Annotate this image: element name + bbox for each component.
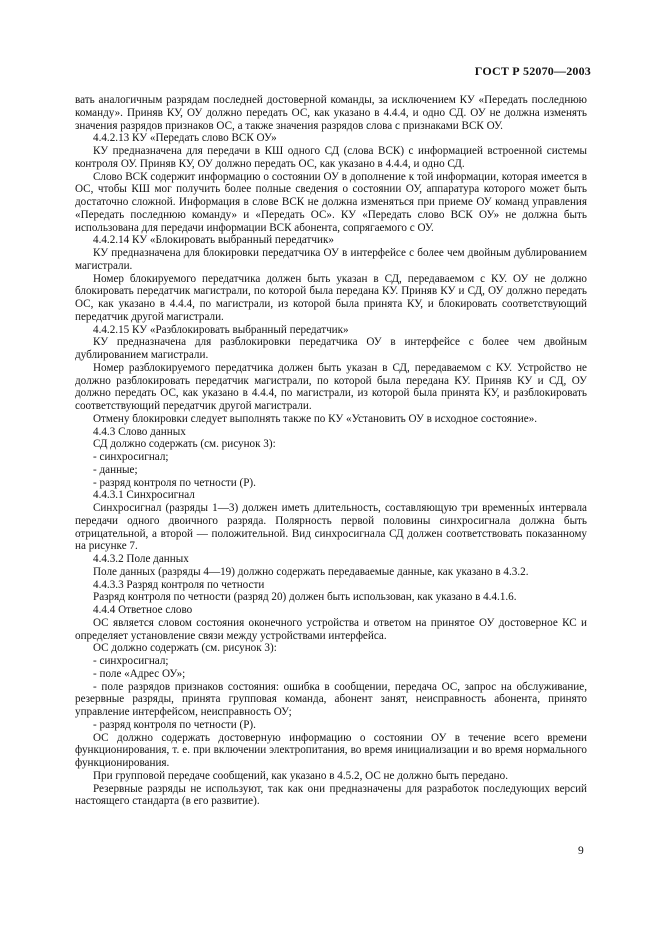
section-heading: 4.4.3.1 Синхросигнал <box>93 489 195 502</box>
list-item: - синхросигнал; <box>93 655 169 667</box>
paragraph: Синхросигнал (разряды 1—3) должен иметь длительность, составляющую три временны́х интервала передачи одного двоичного разряда. Полярность первой половины синхросигнала должна быть отрицательной, а второй — положительной. Вид синхросигнала СД должен соответствовать показанному на рисунке 7. <box>75 502 587 553</box>
section-heading: 4.4.2.14 КУ «Блокировать выбранный передатчик» <box>93 234 334 247</box>
page-number: 9 <box>578 845 584 857</box>
section-heading: 4.4.2.13 КУ «Передать слово ВСК ОУ» <box>93 132 277 145</box>
section-heading: 4.4.3.2 Поле данных <box>93 553 189 565</box>
paragraph: Резервные разряды не используют, так как они предназначены для разработок последующих версий настоящего стандарта (в его развитие). <box>75 782 587 808</box>
list-item: - поле разрядов признаков состояния: ошибка в сообщении, передача ОС, запрос на обслуживание, резервные разряды, принята групповая команда, абонент занят, неисправность абонента, принято управление интерфейсом, неисправность ОУ; <box>75 680 587 718</box>
paragraph: Номер разблокируемого передатчика должен быть указан в СД, передаваемом с КУ. Устройство не должно разблокировать передатчик магистрали, по которой была передана КУ. Приняв КУ и СД, ОУ должно передать ОС, как указано в 4.4.4, по магистрали, из которой была принята КУ, и разблокировать соответствующий передатчик другой магистрали. <box>75 361 587 412</box>
paragraph: Слово ВСК содержит информацию о состоянии ОУ в дополнение к той информации, которая имеется в ОС, чтобы КШ мог получить более полные сведения о состоянии ОУ, аппаратура которого может быть достаточно сложной. Информация в слове ВСК не должна изменяться при приеме ОУ команд управления «Передать последнюю команду» и «Передать ОС». КУ «Передать слово ВСК ОУ» не должна быть использована для передачи информации ВСК абонента, сопрягаемого с ОУ. <box>75 170 587 234</box>
section-heading: 4.4.2.15 КУ «Разблокировать выбранный передатчик» <box>93 323 349 336</box>
paragraph: Отмену блокировки следует выполнять также по КУ «Установить ОУ в исходное состояние». <box>93 412 538 425</box>
document-header: ГОСТ Р 52070—2003 <box>474 64 591 78</box>
paragraph: СД должно содержать (см. рисунок 3): <box>93 438 276 451</box>
paragraph: Номер блокируемого передатчика должен быть указан в СД, передаваемом с КУ. ОУ не должно блокировать передатчик магистрали, по которой была передана КУ. Приняв КУ и СД, ОУ должно передать ОС, как указано в 4.4.4, по магистрали, из которой была принята КУ, и блокировать соответствующий передатчик другой магистрали. <box>75 272 587 323</box>
paragraph: Поле данных (разряды 4—19) должно содержать передаваемые данные, как указано в 4.3.2. <box>93 565 529 578</box>
section-heading: 4.4.4 Ответное слово <box>93 604 193 616</box>
paragraph: КУ предназначена для разблокировки передатчика ОУ в интерфейсе с более чем двойным дублированием магистрали. <box>75 336 587 361</box>
paragraph: ОС должно содержать достоверную информацию о состоянии ОУ в течение всего времени функционирования, т. е. при включении электропитания, во время инициализации и во время нормального функционирования. <box>75 731 587 769</box>
paragraph: КУ предназначена для блокировки передатчика ОУ в интерфейсе с более чем двойным дублированием магистрали. <box>75 247 587 272</box>
list-item: - данные; <box>93 463 138 476</box>
list-item: - синхросигнал; <box>93 451 169 463</box>
section-heading: 4.4.3.3 Разряд контроля по четности <box>93 578 265 591</box>
list-item: - разряд контроля по четности (Р). <box>93 718 256 731</box>
paragraph: КУ предназначена для передачи в КШ одного СД (слова ВСК) с информацией встроенной системы контроля ОУ. Приняв КУ, ОУ должно передать ОС, как указано в 4.4.4, и одно СД. <box>75 145 587 170</box>
list-item: - разряд контроля по четности (Р). <box>93 476 256 489</box>
paragraph: ОС должно содержать (см. рисунок 3): <box>93 642 277 655</box>
paragraph: При групповой передаче сообщений, как указано в 4.5.2, ОС не должно быть передано. <box>93 769 508 782</box>
document-body <box>75 94 587 808</box>
paragraph: Разряд контроля по четности (разряд 20) должен быть использован, как указано в 4.4.1.6. <box>93 591 517 604</box>
section-heading: 4.4.3 Слово данных <box>93 425 186 438</box>
paragraph: вать аналогичным разрядам последней достоверной команды, за исключением КУ «Передать последнюю команду». Приняв КУ, ОУ должно передать ОС, как указано в 4.4.4, и одно СД. ОУ не должна изменять значения разрядов признаков ОС, а также значения разрядов слова с признаками ВСК ОУ. <box>75 94 587 132</box>
paragraph: ОС является словом состояния оконечного устройства и ответом на принятое ОУ достоверное КС и определяет установление связи между устройствами интерфейса. <box>75 616 587 642</box>
list-item: - поле «Адрес ОУ»; <box>93 667 186 680</box>
